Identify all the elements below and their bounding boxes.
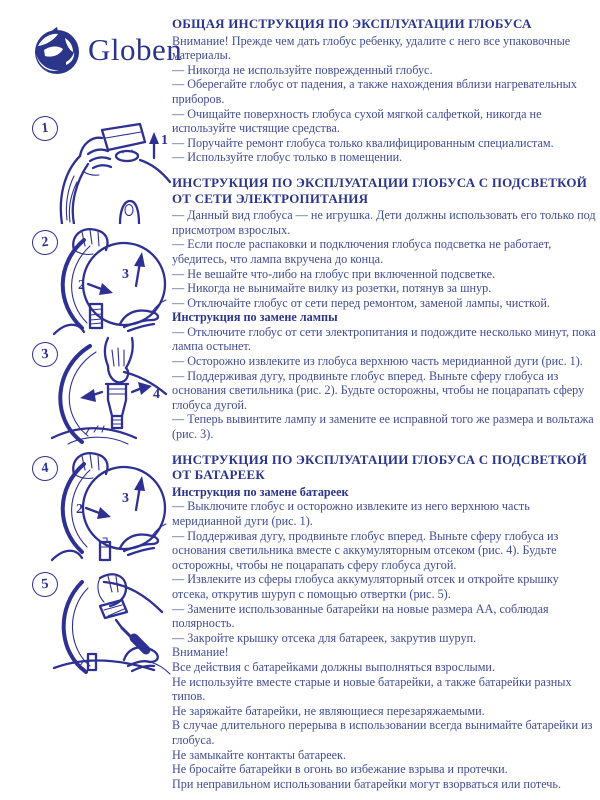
- figure-3-number-badge: 3: [31, 341, 59, 369]
- figure-2-illustration: [24, 224, 176, 338]
- figure-1-illustration: [24, 110, 176, 224]
- section-mains-body: [172, 208, 598, 310]
- section-general-body: [172, 34, 598, 165]
- paragraph: — Оберегайте глобус от падения, а также нахождения вблизи нагревательных приборов.: [172, 77, 577, 106]
- figure-3-illustration: [24, 336, 176, 450]
- figure-1-number-badge: 1: [31, 115, 59, 143]
- brand-logo: [30, 24, 182, 76]
- section-general-heading: ОБЩАЯ ИНСТРУКЦИЯ ПО ЭКСПЛУАТАЦИИ ГЛОБУСА: [172, 16, 532, 31]
- paragraph: Внимание! Прежде чем дать глобус ребенку, удалите с него все упаковочные материалы.: [172, 33, 571, 63]
- figure-2-number-badge: 2: [31, 229, 59, 257]
- paragraph: Не замыкайте контакты батареек.: [172, 747, 347, 762]
- paragraph: В случае длительного перерыва в использовании всегда вынимайте батарейки из глобуса.: [172, 718, 593, 747]
- section-mains: [172, 175, 598, 442]
- figure-3-arrow-label: 4: [153, 387, 160, 402]
- paragraph: Все действия с батарейками должны выполняться взрослыми.: [172, 659, 495, 674]
- figure-4-number-badge: 4: [31, 455, 59, 483]
- paragraph: Внимание!: [172, 645, 229, 660]
- paragraph: — Поддерживая дугу, продвиньте глобус вперед. Выньте сферу глобуса из основания светильника (рис. 2). Будьте осторожны, чтобы не поцарапать сферу глобуса дугой.: [172, 368, 585, 412]
- figure-4-arrow-label-3: 3: [122, 491, 129, 506]
- lamp-replacement-body: [172, 325, 598, 442]
- paragraph: — Выключите глобус и осторожно извлеките из него верхнюю часть меридианной дуги (рис. 1).: [172, 499, 530, 528]
- paragraph: — Отключите глобус от сети электропитания и подождите несколько минут, пока лампа остынет.: [172, 324, 596, 354]
- paragraph: — Очищайте поверхность глобуса сухой мягкой салфеткой, никогда не используйте чистящие средства.: [172, 106, 542, 136]
- figure-2-arrow-label-2: 2: [78, 278, 85, 293]
- paragraph: — Поддерживая дугу, продвиньте глобус вперед. Выньте сферу глобуса из основания светильника вместе с аккумуляторным отсеком (рис. 4). Будьте осторожны, чтобы не поцарапать сферу глобуса дугой.: [172, 528, 559, 572]
- paragraph: Не используйте вместе старые и новые батарейки, а также батарейки разных типов.: [172, 674, 572, 704]
- paragraph: При неправильном использовании батарейки могут взорваться или потечь.: [172, 776, 562, 791]
- figure-5-illustration: [24, 566, 176, 684]
- paragraph: — Данный вид глобуса — не игрушка. Дети должны использовать его только под присмотром взрослых.: [172, 208, 596, 237]
- paragraph: — Поручайте ремонт глобуса только квалифицированным специалистам.: [172, 135, 554, 150]
- brand-name: Globen: [88, 32, 183, 67]
- section-battery-heading: ИНСТРУКЦИЯ ПО ЭКСПЛУАТАЦИИ ГЛОБУСА С ПОДСВЕТКОЙ ОТ БАТАРЕЕК: [172, 451, 588, 483]
- paragraph: Не бросайте батарейки в огонь во избежание взрыва и протечки.: [172, 762, 508, 777]
- paragraph: Не заряжайте батарейки, не являющиеся перезаряжаемыми.: [172, 703, 485, 718]
- figure-1: [24, 110, 176, 224]
- paragraph: — Не вешайте что-либо на глобус при включенной подсветке.: [172, 266, 496, 281]
- lamp-replacement-subheading: Инструкция по замене лампы: [172, 310, 338, 325]
- globe-logo-icon: [30, 24, 82, 76]
- figure-5-number-badge: 5: [31, 571, 59, 599]
- section-general: [172, 16, 598, 165]
- paragraph: — Осторожно извлеките из глобуса верхнюю часть меридианной дуги (рис. 1).: [172, 354, 583, 369]
- figure-3: [24, 336, 176, 450]
- paragraph: — Никогда не используйте поврежденный глобус.: [172, 62, 433, 77]
- battery-replacement-subheading: Инструкция по замене батареек: [172, 484, 349, 499]
- figure-4-arrow-label-2: 2: [76, 502, 83, 517]
- figure-4: [24, 450, 176, 564]
- instruction-text: [172, 16, 598, 791]
- battery-replacement-body: [172, 499, 598, 791]
- figure-5: [24, 566, 176, 680]
- figure-2-arrow-label-3: 3: [122, 267, 129, 282]
- paragraph: — Закройте крышку отсека для батареек, закрутив шуруп.: [172, 630, 477, 645]
- paragraph: — Замените использованные батарейки на новые размера АА, соблюдая полярность.: [172, 601, 549, 631]
- figure-4-illustration: [24, 450, 176, 564]
- paragraph: — Отключайте глобус от сети перед ремонтом, заменой лампы, чисткой.: [172, 295, 550, 310]
- figure-1-arrow-label: 1: [161, 133, 168, 148]
- section-battery: [172, 452, 598, 792]
- paragraph: — Используйте глобус только в помещении.: [172, 150, 403, 165]
- figure-2: [24, 224, 176, 338]
- paragraph: — Никогда не вынимайте вилку из розетки, потянув за шнур.: [172, 281, 492, 296]
- paragraph: — Извлеките из сферы глобуса аккумуляторный отсек и откройте крышку отсека, открутив шуруп с помощью отвертки (рис. 5).: [172, 572, 559, 601]
- section-mains-heading: ИНСТРУКЦИЯ ПО ЭКСПЛУАТАЦИИ ГЛОБУСА С ПОДСВЕТКОЙ ОТ СЕТИ ЭЛЕКТРОПИТАНИЯ: [172, 174, 588, 206]
- paragraph: — Теперь вывинтите лампу и замените ее исправной того же размера и вольтажа (рис. 3).: [172, 412, 594, 442]
- paragraph: — Если после распаковки и подключения глобуса подсветка не работает, убедитесь, что лампа вкручена до конца.: [172, 237, 552, 266]
